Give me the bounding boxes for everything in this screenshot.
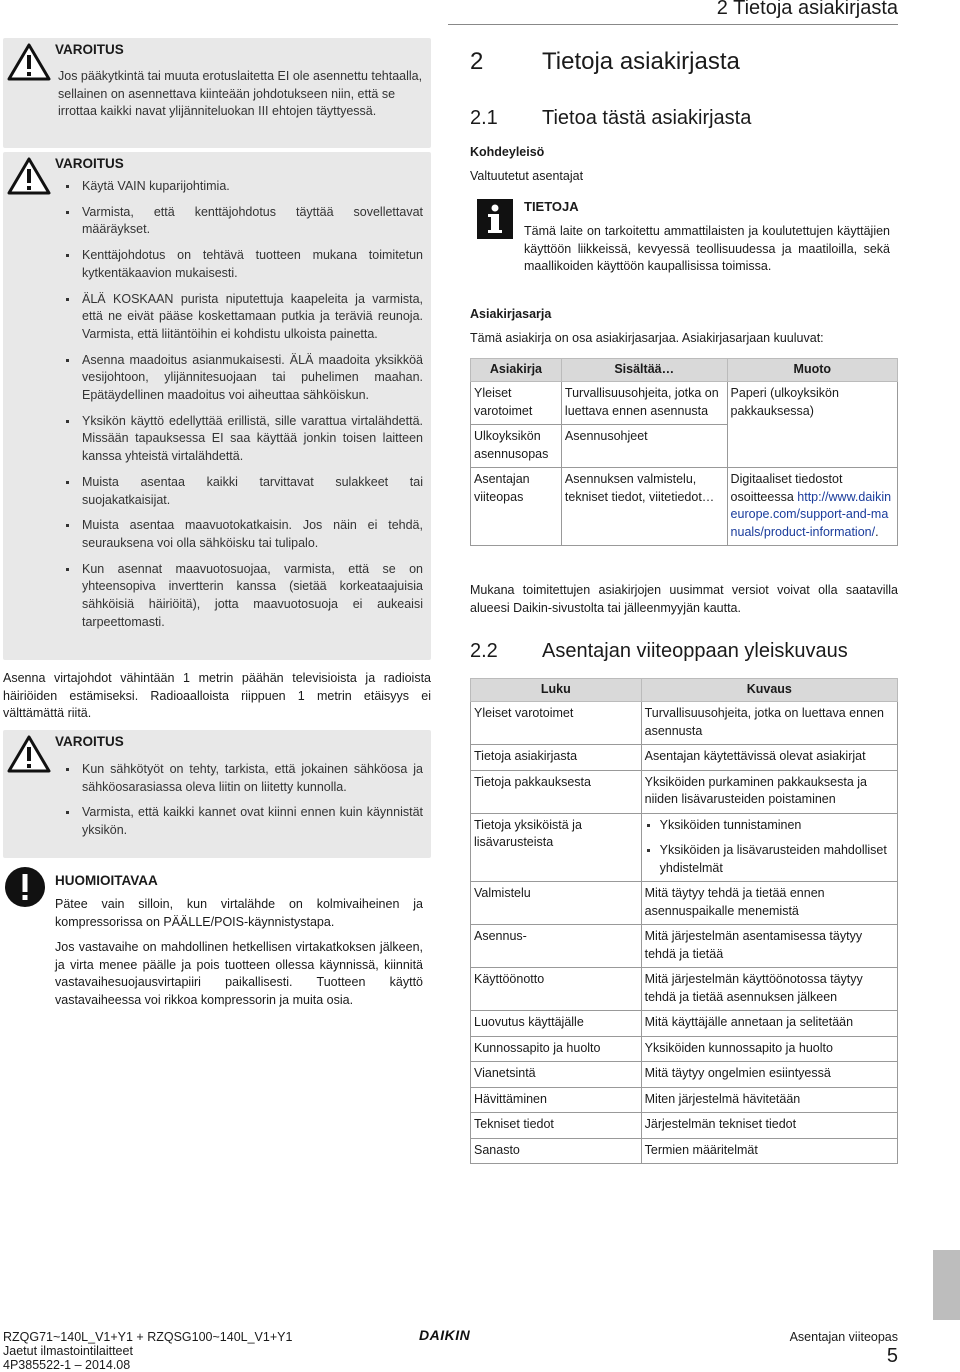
warning-box-1	[3, 38, 431, 148]
table-row	[471, 813, 898, 882]
page-number: 5	[886, 1345, 898, 1367]
table-cell: Mitä täytyy ongelmien esiintyessä	[641, 1062, 897, 1088]
table-cell: Yksiköiden kunnossapito ja huolto	[641, 1036, 897, 1062]
table-row	[471, 770, 898, 813]
warning-box-3	[3, 730, 431, 858]
table-row	[471, 1062, 898, 1088]
table-row	[471, 702, 898, 745]
column-header: Muoto	[727, 359, 897, 382]
table-cell: Termien määritelmät	[641, 1138, 897, 1164]
table-cell: Asentajan viiteopas	[471, 468, 562, 546]
table-cell: Tietoja pakkauksesta	[471, 770, 642, 813]
table-row	[471, 968, 898, 1011]
notice-text-1: Pätee vain silloin, kun virtalähde on kolmivaiheinen ja kompressorissa on PÄÄLLE/POIS-käynnistystapa.	[55, 897, 423, 929]
chapter-heading: 2 Tietoja asiakirjasta	[470, 48, 740, 75]
header-divider	[448, 24, 898, 25]
list-item: Muista asentaa maavuotokatkaisin. Jos näin ei tehdä, seurauksena voi olla sähköisku tai tulipalo.	[63, 517, 423, 552]
warning-text: Jos pääkytkintä tai muuta erotuslaitetta EI ole asennettu tehtaalla, sellainen on asennettava kiinteään johdotukseen niin, että se irrottaa kaikki navat ylijänniteluokan III ehtojen täyttyessä.	[58, 69, 423, 119]
exclamation-circle-icon	[4, 866, 46, 908]
table-cell: Paperi (ulkoyksikön pakkauksessa)	[727, 382, 897, 468]
daikin-logo: DAIKIN	[419, 1327, 471, 1343]
table-header-row	[471, 359, 898, 382]
warning-triangle-icon	[7, 734, 51, 774]
table-cell: Mitä täytyy tehdä ja tietää ennen asennuspaikalle menemistä	[641, 882, 897, 925]
table-cell: Yleiset varotoimet	[471, 382, 562, 425]
table-cell: Tietoja asiakirjasta	[471, 745, 642, 771]
table-row	[471, 925, 898, 968]
list-item: Yksiköiden tunnistaminen	[645, 817, 894, 835]
docset-table	[470, 358, 898, 546]
footer-left	[3, 1330, 292, 1372]
warning-triangle-icon	[7, 156, 51, 196]
list-item: Kun asennat maavuotosuojaa, varmista, että se on yhteensopiva invertterin kanssa (sietää korkeataajuisia sähköisiä häiriöitä), jotta maavuotosuoja ei aukeaisi tarpeettomasti.	[63, 561, 423, 632]
table-cell: Mitä käyttäjälle annetaan ja selitetään	[641, 1011, 897, 1037]
table-cell: Asennus-	[471, 925, 642, 968]
table-row	[471, 882, 898, 925]
warning-title: VAROITUS	[55, 734, 124, 749]
table-cell: Sanasto	[471, 1138, 642, 1164]
info-icon	[477, 199, 513, 239]
list-item: Yksiköiden ja lisävarusteiden mahdolliset yhdistelmät	[645, 842, 894, 877]
list-item: ÄLÄ KOSKAAN purista niputettuja kaapeleita ja varmista, että ne eivät pääse koskettamaan putkia ja teräviä reunoja. Varmista, että liitäntöihin ei kohdistu ulkoista painetta.	[63, 291, 423, 344]
column-header: Sisältää…	[561, 359, 727, 382]
page-edge-tab	[933, 1250, 960, 1320]
table-row	[471, 1011, 898, 1037]
paragraph-distance: Asenna virtajohdot vähintään 1 metrin päähän televisioista ja radioista häiriöiden estämiseksi. Radioaalloista riippuen 1 metrin etäisyys ei välttämättä riitä.	[3, 671, 431, 721]
table-cell: Asennuksen valmistelu, tekniset tiedot, viitetiedot…	[561, 468, 727, 546]
table-cell: Turvallisuusohjeita, jotka on luettava ennen asennusta	[641, 702, 897, 745]
table-cell: Järjestelmän tekniset tiedot	[641, 1113, 897, 1139]
info-text: Tämä laite on tarkoitettu ammattilaisten ja koulutettujen käyttäjien käyttöön liikkeissä, kevyessä teollisuudessa ja maatiloilla, sekä maallikoiden käyttöön kaupallisissa toimissa.	[524, 224, 890, 274]
audience-label: Kohdeyleisö	[470, 145, 545, 159]
warning-triangle-icon	[7, 42, 51, 82]
table-cell: Tekniset tiedot	[471, 1113, 642, 1139]
notice-text-2: Jos vastavaihe on mahdollinen hetkellisen virtakatkoksen jälkeen, ja virta menee päälle ja pois tuotteen ollessa käynnissä, kiinnitä vastavaihesuojausvirtapiiri paikallisesti. Tuotteen käyttö vastavaiheessa voi rikkoa kompressorin ja muita osia.	[55, 940, 423, 1008]
list-item: Varmista, että kaikki kannet ovat kiinni ennen kuin käynnistät yksikön.	[63, 804, 423, 839]
bullet-marker	[647, 849, 650, 852]
audience-value: Valtuutetut asentajat	[470, 169, 584, 183]
table-cell: Kunnossapito ja huolto	[471, 1036, 642, 1062]
table-cell	[641, 813, 897, 882]
column-header: Asiakirja	[471, 359, 562, 382]
column-header: Luku	[471, 679, 642, 702]
warning-title: VAROITUS	[55, 156, 124, 171]
table-cell: Käyttöönotto	[471, 968, 642, 1011]
list-item: Kenttäjohdotus on tehtävä tuotteen mukana toimitetun kytkentäkaavion mukaisesti.	[63, 247, 423, 282]
table-cell: Luovutus käyttäjälle	[471, 1011, 642, 1037]
list-item: Muista asentaa kaikki tarvittavat sulakkeet tai suojakatkaisijat.	[63, 474, 423, 509]
table-row	[471, 1087, 898, 1113]
footer-product: Jaetut ilmastointilaitteet	[3, 1344, 133, 1358]
warning-box-2	[3, 152, 431, 660]
daikin-website-link[interactable]: http://www.daikineurope.com/support-and-manuals/product-information/	[730, 489, 892, 539]
warning-list	[63, 761, 423, 848]
table-cell: Yksiköiden purkaminen pakkauksesta ja niiden lisävarusteiden poistaminen	[641, 770, 897, 813]
footer-doc-title: Asentajan viiteopas	[789, 1330, 898, 1344]
table-row	[471, 1036, 898, 1062]
notice-title: HUOMIOITAVAA	[55, 873, 158, 888]
column-header: Kuvaus	[641, 679, 897, 702]
section-heading-2-1: 2.1 Tietoa tästä asiakirjasta	[470, 107, 752, 129]
table-row	[471, 1138, 898, 1164]
list-item: Kun sähkötyöt on tehty, tarkista, että jokainen sähköosa ja sähköosarasiassa oleva liitin on liitetty kunnolla.	[63, 761, 423, 796]
docset-intro: Tämä asiakirja on osa asiakirjasarjaa. Asiakirjasarjaan kuuluvat:	[470, 331, 824, 345]
table-cell: Valmistelu	[471, 882, 642, 925]
list-item: Käytä VAIN kuparijohtimia.	[63, 178, 423, 196]
table-cell: Miten järjestelmä hävitetään	[641, 1087, 897, 1113]
table-header-row	[471, 679, 898, 702]
warning-list	[63, 178, 423, 639]
table-row	[471, 468, 898, 546]
info-title: TIETOJA	[524, 199, 579, 214]
table-cell: Mitä järjestelmän käyttöönotossa täytyy tehdä ja tietää asennuksen jälkeen	[641, 968, 897, 1011]
table-cell: Turvallisuusohjeita, jotka on luettava ennen asennusta	[561, 382, 727, 425]
table-cell: Yleiset varotoimet	[471, 702, 642, 745]
table-cell: Mitä järjestelmän asentamisessa täytyy tehdä ja tietää	[641, 925, 897, 968]
table-cell: Vianetsintä	[471, 1062, 642, 1088]
section-heading-2-2: 2.2 Asentajan viiteoppaan yleiskuvaus	[470, 640, 848, 662]
footer-docnumber: 4P385522-1 – 2014.08	[3, 1358, 131, 1372]
table-row	[471, 382, 898, 425]
table-cell: Ulkoyksikön asennusopas	[471, 425, 562, 468]
table-cell: Asentajan käytettävissä olevat asiakirjat	[641, 745, 897, 771]
table-row	[471, 745, 898, 771]
overview-table	[470, 678, 898, 1164]
footer-model: RZQG71~140L_V1+Y1 + RZQSG100~140L_V1+Y1	[3, 1330, 293, 1344]
running-header: 2 Tietoja asiakirjasta	[716, 0, 898, 19]
warning-title: VAROITUS	[55, 42, 124, 57]
table-row	[471, 1113, 898, 1139]
list-item: Varmista, että kenttäjohdotus täyttää sovellettavat määräykset.	[63, 204, 423, 239]
table-cell: Hävittäminen	[471, 1087, 642, 1113]
table-cell: Digitaaliset tiedostot osoitteessa http://www.daikineurope.com/support-and-manuals/product-information/.	[727, 468, 897, 546]
table-cell: Tietoja yksiköistä ja lisävarusteista	[471, 813, 642, 882]
table-cell: Asennusohjeet	[561, 425, 727, 468]
bullet-marker	[647, 824, 650, 827]
docset-note: Mukana toimitettujen asiakirjojen uusimmat versiot voivat olla saatavilla alueesi Daikin-sivustolta tai jälleenmyyjän kautta.	[470, 583, 898, 615]
list-item: Asenna maadoitus asianmukaisesti. ÄLÄ maadoita yksikköä vesijohtoon, ylijännitesuojaan tai puhelimen maahan. Epätäydellinen maadoitus voi aiheuttaa sähköiskun.	[63, 352, 423, 405]
list-item: Yksikön käyttö edellyttää erillistä, sille varattua virtalähdettä. Missään tapauksessa EI saa käyttää jonkin toisen laitteen kanssa yhteistä virtalähdettä.	[63, 413, 423, 466]
docset-label: Asiakirjasarja	[470, 307, 552, 321]
